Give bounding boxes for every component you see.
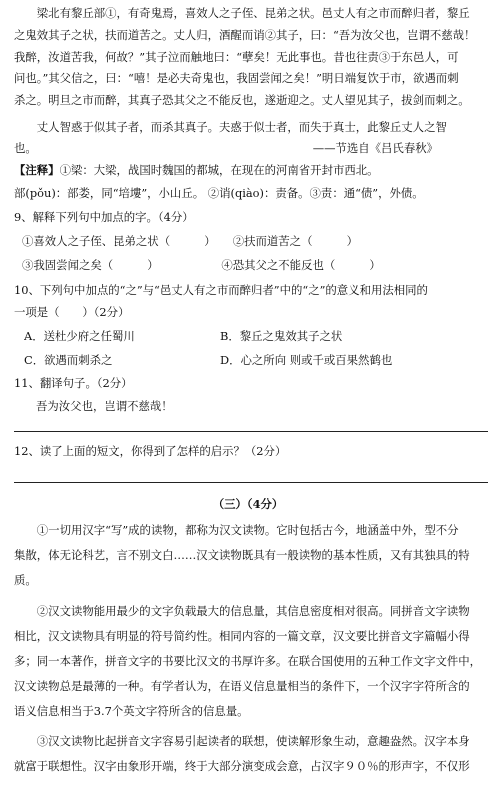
passage-source: ——节选自《吕氏春秋》 xyxy=(312,141,438,155)
section-heading: （三）（4分） xyxy=(212,497,284,511)
passage-line: 杀之。明旦之市而醉，其真子恐其父之不能反也，遂逝迎之。丈人望见其子，拔剑而刺之。 xyxy=(14,93,470,107)
q10-option-d: D．心之所向 则或千或百果然鹤也 xyxy=(220,353,393,367)
passage-line: 丈人智惑于似其子者，而杀其真子。夫惑于似士者，而失于真士，此黎丘丈人之智 xyxy=(14,120,447,134)
section-line: 质。 xyxy=(14,573,37,587)
q10-option-b: B．黎丘之鬼效其子之状 xyxy=(220,329,343,343)
q9-row: ①喜效人之子侄、昆弟之状（ ） ②扶而道苦之（ ） xyxy=(22,234,359,248)
section-line: 汉文读物总是最薄的一种。有学者认为，在语义信息量相当的条件下，一个汉字字符所含的 xyxy=(14,679,470,693)
q11-title: 11、翻译句子。（2分） xyxy=(14,376,133,390)
q9-row: ③我固尝闻之矣（ ） ④恐其父之不能反也（ ） xyxy=(22,258,381,272)
section-line: 就富于联想性。汉字由象形开端，终于大部分演变成会意，占汉字９０％的形声字，不仅形 xyxy=(14,759,470,773)
q10-option-c: C．欲遇而刺杀之 xyxy=(24,353,113,367)
passage-line: 也。 xyxy=(14,141,37,155)
notes-label: 【注释】 xyxy=(14,163,60,177)
passage-line: 梁北有黎丘部①，有奇鬼焉，喜效人之子侄、昆弟之状。邑丈人有之市而醉归者，黎丘 xyxy=(14,6,470,20)
section-line: 相比，汉文读物具有明显的符号简约性。相同内容的一篇文章，汉文要比拼音文字篇幅小得 xyxy=(14,629,470,643)
passage-line: 问也。”其父信之，曰：“嘻！是必夫奇鬼也，我固尝闻之矣！”明日端复饮于市，欲遇而刺 xyxy=(14,71,459,85)
section-line: ②汉文读物能用最少的文字负载最大的信息量，其信息密度相对很高。同拼音文字读物 xyxy=(14,604,470,618)
q12-title: 12、读了上面的短文，你得到了怎样的启示？（2分） xyxy=(14,444,287,458)
section-line: ①一切用汉字“写”成的读物，都称为汉文读物。它时包括古今，地涵盖中外，型不分 xyxy=(14,523,459,537)
q12-answer-line[interactable] xyxy=(14,482,488,483)
section-line: ③汉文读物比起拼音文字容易引起读者的联想，使读解形象生动，意趣盎然。汉字本身 xyxy=(14,734,470,748)
notes-line xyxy=(14,163,488,177)
section-line: 集散，体无论科艺，言不别文白……汉文读物既具有一般读物的基本性质，又有其独具的特 xyxy=(14,548,470,562)
q10-title-2: 一项是（ ）（2分） xyxy=(14,305,130,319)
notes-text: ①梁：大梁，战国时魏国的都城，在现在的河南省开封市西北。 xyxy=(59,163,379,177)
q11-answer-line[interactable] xyxy=(14,431,488,432)
q10-option-a: A．送杜少府之任蜀川 xyxy=(24,329,135,343)
q9-title: 9、解释下列句中加点的字。（4分） xyxy=(14,210,194,224)
q11-sentence: 吾为汝父也，岂谓不慈哉！ xyxy=(36,399,173,413)
notes-line-2: 部(pǒu)：部娄，同“培塿”，小山丘。 ②诮(qiào)：责备。③责：通“债”，外债。 xyxy=(14,186,424,200)
section-line: 语义信息相当于3.7个英文字符所含的信息量。 xyxy=(14,704,249,718)
section-line: 多；同一本著作，拼音文字的书要比汉文的书厚许多。在联合国使用的五种工作文字文件中， xyxy=(14,654,482,668)
passage-line: 我醉，汝道苦我，何故？”其子泣而触地曰：“孽矣！无此事也。昔也往责③于东邑人，可 xyxy=(14,50,459,64)
q10-title: 10、下列句中加点的“之”与“邑丈人有之市而醉归者”中的“之”的意义和用法相同的 xyxy=(14,283,428,297)
passage-line: 之鬼效其子之状，扶而道苦之。丈人归，酒醒而诮②其子，曰：“吾为汝父也，岂谓不慈哉！ xyxy=(14,28,476,42)
